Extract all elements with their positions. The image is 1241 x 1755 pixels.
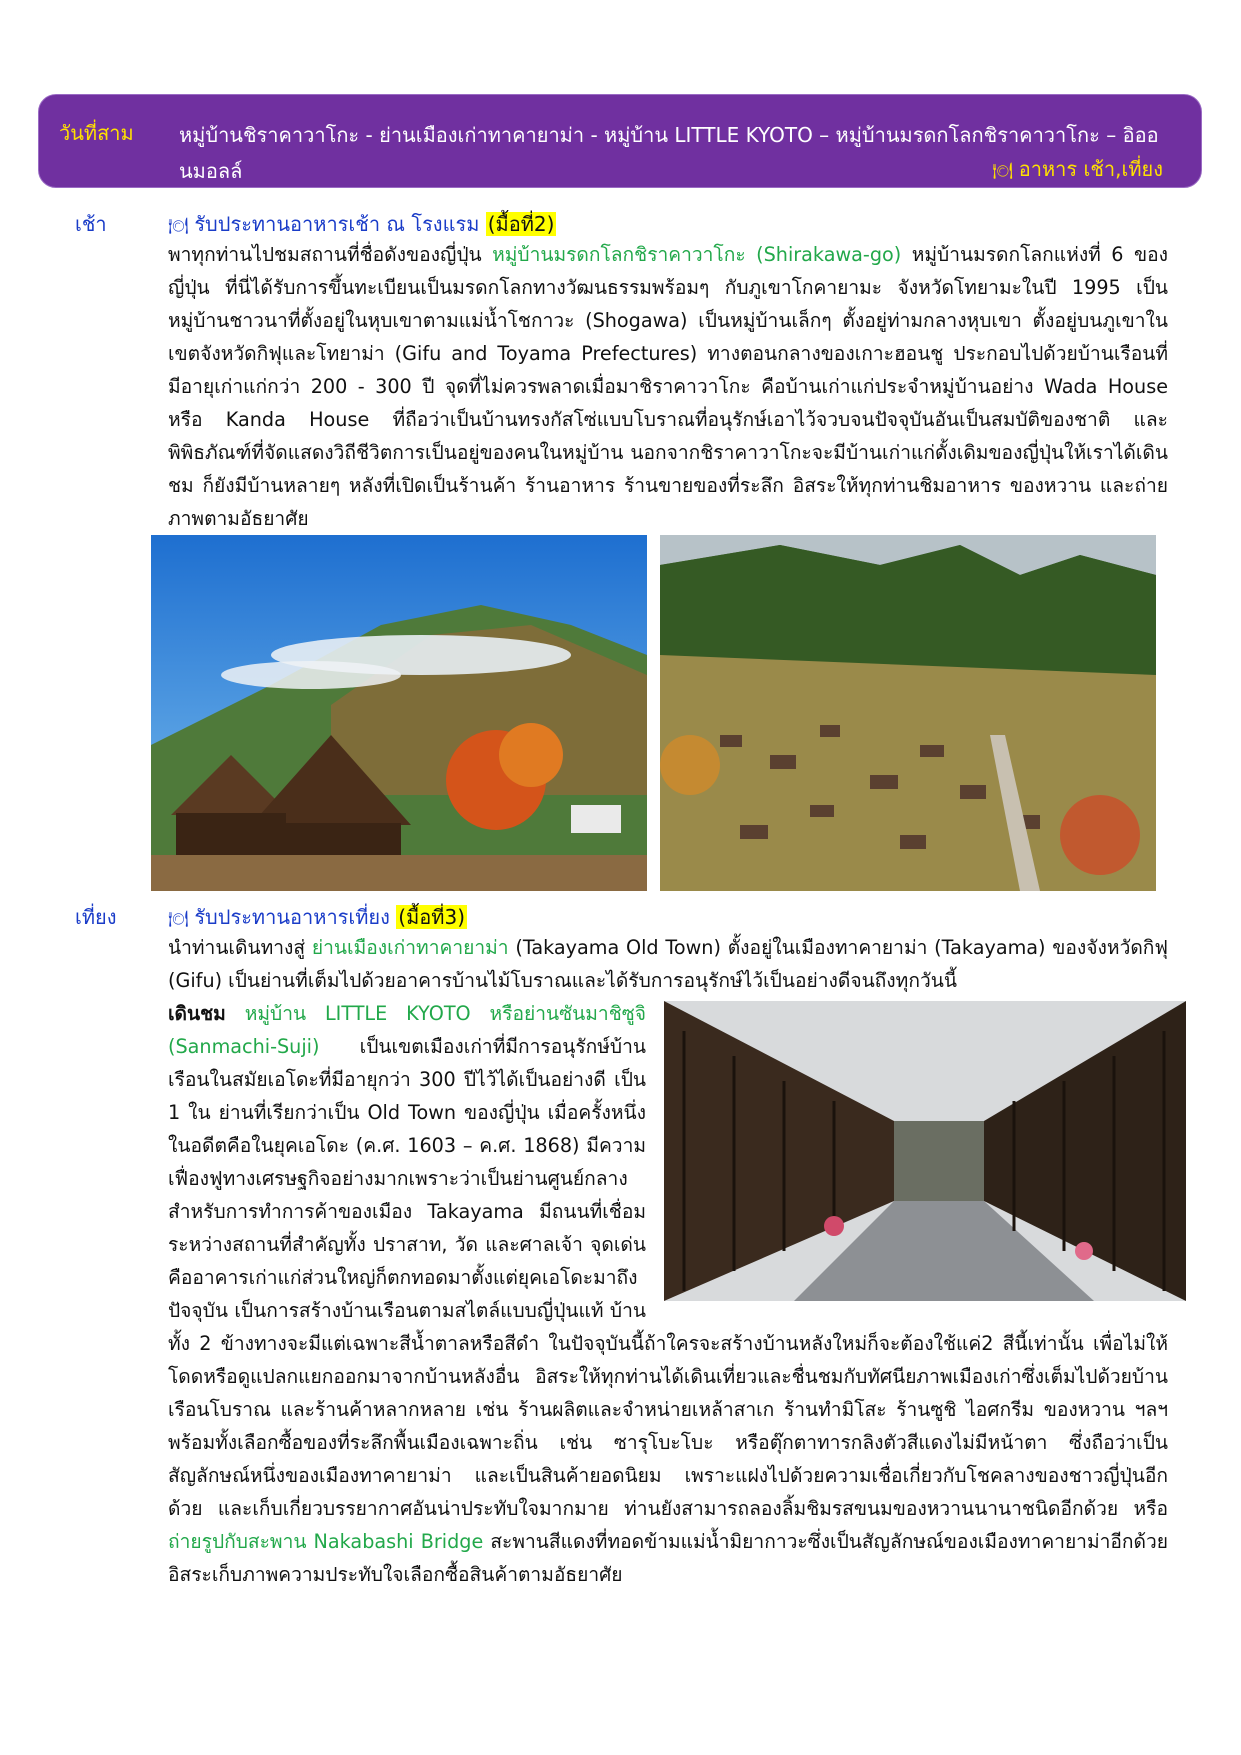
morning-meal-number: (มื้อที่2): [487, 212, 555, 236]
noon-p1-highlight: ย่านเมืองเก่าทาคายาม่า: [311, 936, 509, 959]
photo-sanmachi-suji: [664, 1001, 1186, 1301]
slot-morning: เช้า: [75, 212, 107, 236]
plate-icon: 🍽: [992, 161, 1013, 180]
morning-meal-line: [168, 208, 556, 240]
day-label: วันที่สาม: [59, 121, 134, 145]
noon-meal-number: (มื้อที่3): [398, 905, 465, 929]
morning-meal-text: รับประทานอาหารเช้า ณ โรงแรม: [194, 212, 480, 236]
noon-paragraph-1: [168, 931, 1168, 997]
noon-p2-highlight: หมู่บ้าน LITTLE KYOTO หรือย่านซันมาชิซูจิ (Sanmachi-Suji): [168, 1002, 646, 1058]
morning-intro: พาทุกท่านไปชมสถานที่ชื่อดังของญี่ปุ่น: [168, 243, 482, 266]
noon-p2-body: เป็นเขตเมืองเก่าที่มีการอนุรักษ์บ้านเรือนในสมัยเอโดะที่มีอายุกว่า 300 ปีไว้ได้เป็นอย่างดี เป็น 1 ใน ย่านที่เรียกว่าเป็น Old Town ของญี่ปุ่น เมื่อครั้งหนึ่งในอดีตคือในยุคเอโดะ (ค.ศ. 1603 – ค.ศ. 1868) มีความเฟื่องฟูทางเศรษฐกิจอย่างมากเพราะว่าเป็นย่านศูนย์กลางสำหรับการทำการค้าของเมือง Takayama มีถนนที่เชื่อมระหว่างสถานที่สำคัญทั้ง ปราสาท, วัด และศาลเจ้า จุดเด่นคืออาคารเก่าแก่ส่วนใหญ่ก็ตกทอดมาตั้งแต่ยุคเอโดะมาถึงปัจจุบัน เป็นการสร้างบ้านเรือนตามสไตล์แบบญี่ปุ่นแท้ บ้านทั้ง 2 ข้างทางจะมีแต่เฉพาะสีน้ำตาลหรือสีดำ ในปัจจุบันนี้ถ้าใครจะสร้างบ้านหลังใหม่ก็จะต้องใช้แค่2 สีนี้เท่านั้น เพื่อไม่ให้โดดหรือดูแปลกแยกออกมาจากบ้านหลังอื่น อิสระให้ทุกท่านได้เดินเที่ยวและชื่นชมกับทัศนียภาพเมืองเก่าซึ่งเต็มไปด้วยบ้านเรือนโบราณ และร้านค้าหลากหลาย เช่น ร้านผลิตและจำหน่ายเหล้าสาเก ร้านทำมิโสะ ร้านซูชิ ไอศกรีม ของหวาน ฯลฯ พร้อมทั้งเลือกซื้อของที่ระลึกพื้นเมืองเฉพาะถิ่น เช่น ซารุโบะโบะ หรือตุ๊กตาทารกลิงตัวสีแดงไม่มีหน้าตา ซึ่งถือว่าเป็นสัญลักษณ์หนึ่งของเมืองทาคายาม่า และเป็นสินค้ายอดนิยม เพราะแฝงไปด้วยความเชื่อเกี่ยวกับโชคลางของชาวญี่ปุ่นอีกด้วย และเก็บเกี่ยวบรรยากาศอันน่าประทับใจมากมาย ท่านยังสามารถลองลิ้มชิมรสขนมของหวานนานาชนิดอีกด้วย หรือ: [168, 1035, 1168, 1520]
day-title: หมู่บ้านชิราคาวาโกะ - ย่านเมืองเก่าทาคายาม่า - หมู่บ้าน LITTLE KYOTO – หมู่บ้านมรดกโลกชิราคาวาโกะ – อิออนมอลล์: [179, 123, 1159, 183]
photo-shirakawa-aerial: [660, 535, 1156, 891]
noon-meal-line: [168, 901, 467, 933]
plate-icon: 🍽: [168, 216, 189, 235]
noon-p2-highlight-bridge: ถ่ายรูปกับสะพาน Nakabashi Bridge: [168, 1530, 484, 1553]
morning-paragraph: [168, 238, 1168, 535]
day-meals: [992, 153, 1163, 185]
slot-noon: เที่ยง: [75, 905, 117, 929]
noon-paragraph-2: [168, 997, 1168, 1591]
noon-p1-body: (Takayama Old Town) ตั้งอยู่ในเมืองทาคายาม่า (Takayama) ของจังหวัดกิฟุ (Gifu) เป็นย่านที่เต็มไปด้วยอาคารบ้านไม้โบราณและได้รับการอนุรักษ์ไว้เป็นอย่างดีจนถึงทุกวันนี้: [168, 936, 1169, 992]
morning-highlight: หมู่บ้านมรดกโลกชิราคาวาโกะ (Shirakawa-go): [492, 243, 902, 266]
noon-meal-text: รับประทานอาหารเที่ยง: [194, 905, 390, 929]
noon-p2-tail: สะพานสีแดงที่ทอดข้ามแม่น้ำมิยากาวะซึ่งเป็นสัญลักษณ์ของเมืองทาคายาม่าอีกด้วย อิสระเก็บภาพความประทับใจเลือกซื้อสินค้าตามอัธยาศัย: [168, 1530, 1168, 1586]
photo-shirakawa-houses: [151, 535, 647, 891]
noon-p2-bold: เดินชม: [168, 1002, 226, 1025]
plate-icon: 🍽: [168, 909, 189, 928]
day-header: [38, 94, 1202, 188]
day-meals-label: อาหาร เช้า,เที่ยง: [1018, 157, 1163, 181]
noon-p1-intro: นำท่านเดินทางสู่: [168, 936, 306, 959]
morning-body: หมู่บ้านมรดกโลกแห่งที่ 6 ของญี่ปุ่น ที่นี่ได้รับการขึ้นทะเบียนเป็นมรดกโลกทางวัฒนธรรมพร้อมๆ กับภูเขาโกคายามะ จังหวัดโทยามะในปี 1995 เป็นหมู่บ้านชาวนาที่ตั้งอยู่ในหุบเขาตามแม่น้ำโชกาวะ (Shogawa) เป็นหมู่บ้านเล็กๆ ตั้งอยู่ท่ามกลางหุบเขา ตั้งอยู่บนภูเขาในเขตจังหวัดกิฟุและโทยาม่า (Gifu and Toyama Prefectures) ทางตอนกลางของเกาะฮอนชู ประกอบไปด้วยบ้านเรือนที่มีอายุเก่าแก่กว่า 200 - 300 ปี จุดที่ไม่ควรพลาดเมื่อมาชิราคาวาโกะ คือบ้านเก่าแก่ประจำหมู่บ้านอย่าง Wada House หรือ Kanda House ที่ถือว่าเป็นบ้านทรงกัสโซ่แบบโบราณที่อนุรักษ์เอาไว้จวบจนปัจจุบันอันเป็นสมบัติของชาติ และพิพิธภัณฑ์ที่จัดแสดงวิถีชีวิตการเป็นอยู่ของคนในหมู่บ้าน นอกจากชิราคาวาโกะจะมีบ้านเก่าแก่ดั้งเดิมของญี่ปุ่นให้เราได้เดินชม ก็ยังมีบ้านหลายๆ หลังที่เปิดเป็นร้านค้า ร้านอาหาร ร้านขายของที่ระลึก อิสระให้ทุกท่านชิมอาหาร ของหวาน และถ่ายภาพตามอัธยาศัย: [168, 243, 1168, 530]
